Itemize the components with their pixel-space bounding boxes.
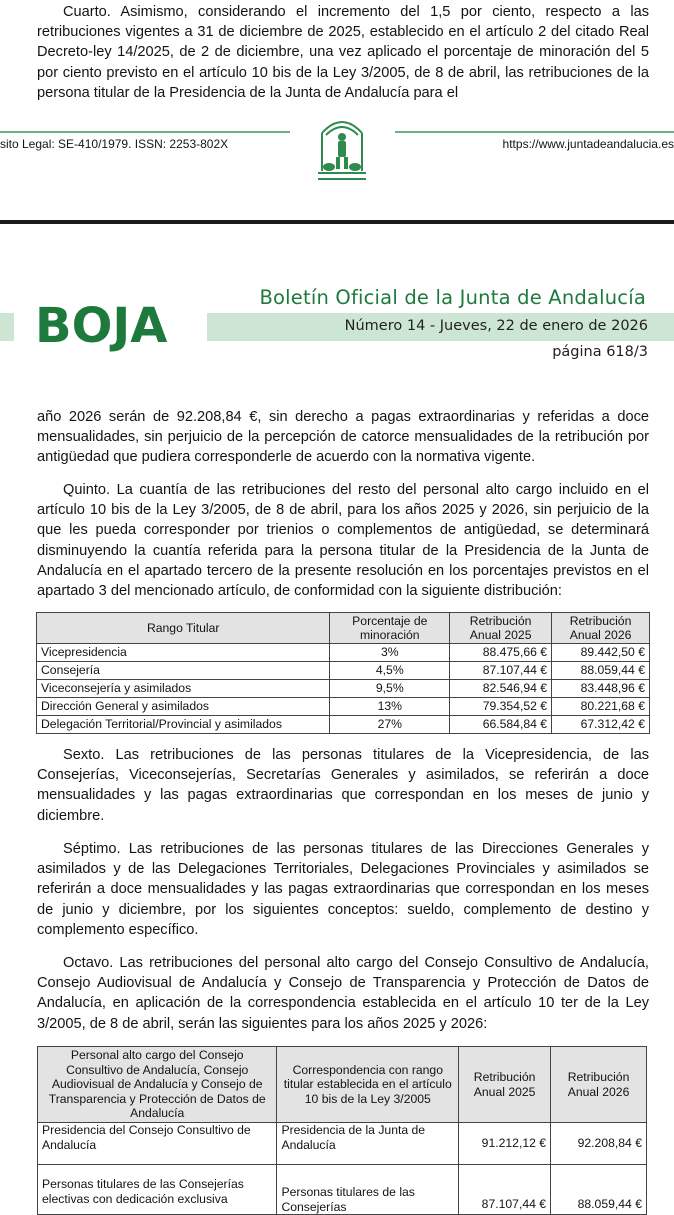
table-cell: 27% (330, 716, 450, 734)
table-cell: 4,5% (330, 662, 450, 680)
table-cell: 3% (330, 644, 450, 662)
table-cell: 66.584,84 € (450, 716, 552, 734)
footer-url[interactable]: https://www.juntadeandalucia.es (502, 137, 674, 151)
table-cell: 88.059,44 € (552, 662, 650, 680)
legal-deposit: sito Legal: SE-410/1979. ISSN: 2253-802X (0, 137, 229, 151)
table-header: Retribución Anual 2026 (552, 613, 650, 644)
table-cell: 87.107,44 € (459, 1165, 551, 1215)
footer-rule-right (395, 131, 674, 133)
table-row (37, 662, 650, 680)
table-row (37, 716, 650, 734)
page-divider (0, 220, 674, 224)
table-cell: 92.208,84 € (551, 1123, 647, 1165)
paragraph-cuarto: Cuarto. Asimismo, considerando el incremento del 1,5 por ciento, respecto a las retribuciones vigentes a 31 de diciembre de 2025, establecido en el artículo 2 del citado Real Decreto-ley 14/2025, de 2 de diciembre, una vez aplicado el porcentaje de minoración del 5 por ciento previsto en el artículo 10 bis de la Ley 3/2005, de 8 de abril, las retribuciones de la persona titular de la Presidencia de la Junta de Andalucía para el (37, 4, 649, 101)
boja-logo: BOJA (35, 298, 168, 354)
table-cell: Presidencia del Consejo Consultivo de Andalucía (38, 1123, 277, 1165)
table-header: Retribución Anual 2025 (450, 613, 552, 644)
table-cell: Vicepresidencia (37, 644, 330, 662)
table-header: Retribución Anual 2026 (551, 1047, 647, 1123)
footer-rule-left (0, 131, 290, 133)
table-cell: 88.059,44 € (551, 1165, 647, 1215)
paragraph-quinto: Quinto. La cuantía de las retribuciones del resto del personal alto cargo incluido en el artículo 10 bis de la Ley 3/2005, de 8 de abril, para los años 2025 y 2026, sin perjuicio de la que les pueda corresponder por trienios o complementos de antigüedad, se determinará disminuyendo la cuantía referida para la persona titular de la Presidencia de la Junta de Andalucía en el apartado tercero de la presente resolución en los porcentajes previstos en el apartado 3 del mencionado artículo, de conformidad con la siguiente distribución: (37, 482, 649, 600)
table-cell: Personas titulares de las Consejerías (277, 1165, 459, 1215)
header-band-left (0, 313, 14, 341)
andalucia-shield-icon (314, 113, 370, 187)
table-header: Personal alto cargo del Consejo Consultivo de Andalucía, Consejo Audiovisual de Andalucía y Consejo de Transparencia y Protección de Datos de Andalucía (38, 1047, 277, 1123)
table-header: Rango Titular (37, 613, 330, 644)
bulletin-title: Boletín Oficial de la Junta de Andalucía (259, 286, 646, 309)
table-cell: Delegación Territorial/Provincial y asimilados (37, 716, 330, 734)
table-cell: Presidencia de la Junta de Andalucía (277, 1123, 459, 1165)
paragraph-septimo: Séptimo. Las retribuciones de las personas titulares de las Direcciones Generales y asimilados y de las Delegaciones Territoriales, Delegaciones Provinciales y asimilados se referirán a doce mensualidades y las pagas extraordinarias que correspondan en los meses de junio y diciembre, por los siguientes conceptos: sueldo, complemento de destino y complemento específico. (37, 841, 649, 938)
table-header: Correspondencia con rango titular establecida en el artículo 10 bis de la Ley 3/2005 (277, 1047, 459, 1123)
paragraph-octavo: Octavo. Las retribuciones del personal alto cargo del Consejo Consultivo de Andalucía, Consejo Audiovisual de Andalucía y Consejo de Transparencia y Protección de Datos de Andalucía, en aplicación de la correspondencia establecida en el artículo 10 ter de la Ley 3/2005, de 8 de abril, serán las siguientes para los años 2025 y 2026: (37, 955, 649, 1032)
table-row (37, 680, 650, 698)
table-cell: Viceconsejería y asimilados (37, 680, 330, 698)
table-cell: 91.212,12 € (459, 1123, 551, 1165)
table-row (37, 698, 650, 716)
table-header-row (37, 613, 650, 644)
paragraph-continuation: año 2026 serán de 92.208,84 €, sin derecho a pagas extraordinarias y referidas a doce mensualidades, sin perjuicio de la percepción de catorce mensualidades de la retribución por antigüedad que pudiera corresponderle de acuerdo con la normativa vigente. (37, 409, 649, 466)
table-cell: Personas titulares de las Consejerías electivas con dedicación exclusiva (38, 1165, 277, 1215)
table-row (38, 1123, 647, 1165)
retribution-table (36, 612, 650, 734)
table-cell: 67.312,42 € (552, 716, 650, 734)
table-cell: 9,5% (330, 680, 450, 698)
page-number: página 618/3 (552, 344, 648, 360)
table-header-row (38, 1047, 647, 1123)
table-row (37, 644, 650, 662)
table-header: Porcentaje de minoración (330, 613, 450, 644)
table-cell: 88.475,66 € (450, 644, 552, 662)
table-row (38, 1165, 647, 1215)
table-cell: 89.442,50 € (552, 644, 650, 662)
paragraph-sexto: Sexto. Las retribuciones de las personas titulares de la Vicepresidencia, de las Consejerías, Viceconsejerías, Secretarías Generales y asimilados, se referirán a doce mensualidades y las pagas extraordinarias que correspondan en los meses de junio y diciembre. (37, 747, 649, 824)
table-cell: 83.448,96 € (552, 680, 650, 698)
table-cell: 80.221,68 € (552, 698, 650, 716)
table-cell: 87.107,44 € (450, 662, 552, 680)
consejos-table (37, 1046, 647, 1215)
table-header: Retribución Anual 2025 (459, 1047, 551, 1123)
table-cell: 79.354,52 € (450, 698, 552, 716)
table-cell: 82.546,94 € (450, 680, 552, 698)
table-cell: 13% (330, 698, 450, 716)
table-cell: Dirección General y asimilados (37, 698, 330, 716)
table-cell: Consejería (37, 662, 330, 680)
issue-info: Número 14 - Jueves, 22 de enero de 2026 (344, 318, 648, 334)
